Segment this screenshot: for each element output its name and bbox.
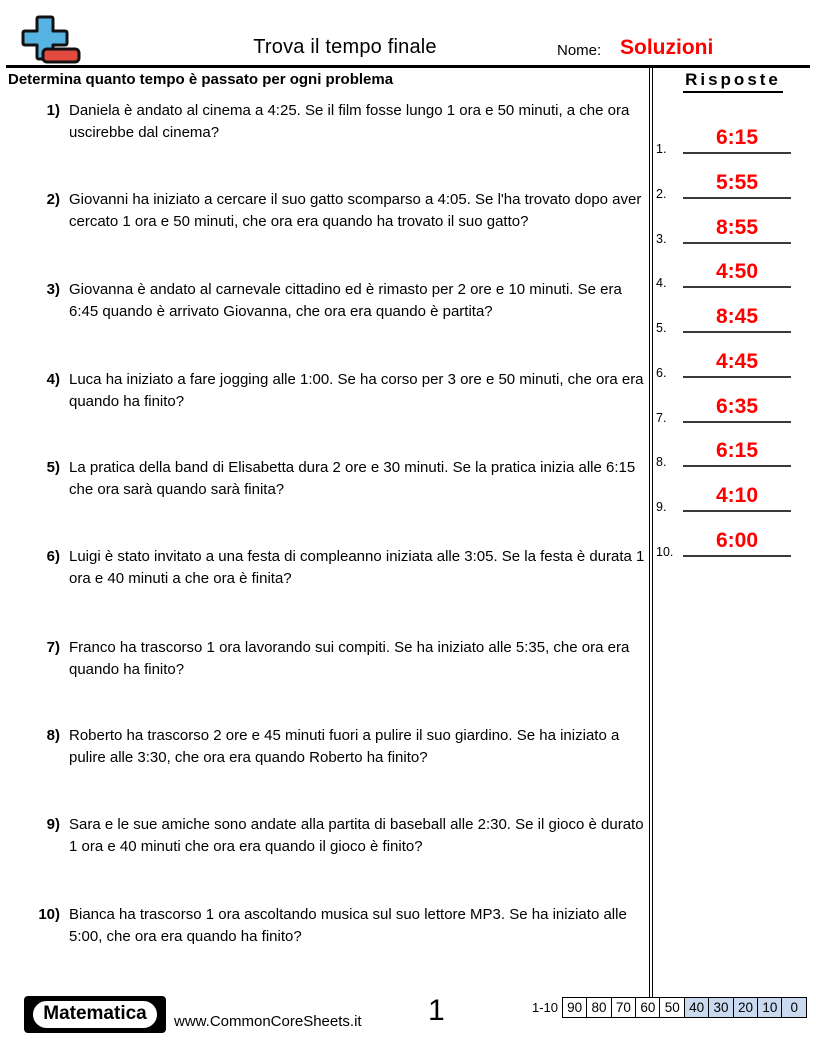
instruction-text: Determina quanto tempo è passato per ogni problema (8, 71, 394, 88)
problem-text: Luca ha iniziato a fare jogging alle 1:00. Se ha corso per 3 ore e 50 minuti, che ora era quando ha finito? (69, 371, 644, 410)
problem-number: 6) (46, 548, 60, 565)
problem-number: 10) (38, 906, 60, 923)
problem-number: 3) (46, 281, 60, 298)
problem-number: 7) (46, 639, 60, 656)
problem-item (28, 369, 646, 413)
plus-minus-logo-icon (20, 14, 82, 66)
website-url: www.CommonCoreSheets.it (174, 1013, 362, 1030)
name-value-solutions: Soluzioni (620, 36, 714, 59)
problem-item (28, 457, 646, 501)
answer-value: 4:10 (683, 483, 791, 512)
problem-item (28, 279, 646, 323)
answer-number: 2. (656, 187, 667, 201)
problem-item (28, 637, 646, 681)
answer-number: 7. (656, 411, 667, 425)
score-cell: 60 (635, 997, 661, 1018)
answer-row (654, 394, 806, 424)
answer-row (654, 438, 806, 468)
answer-row (654, 483, 806, 513)
problem-item (28, 100, 646, 144)
page-title: Trova il tempo finale (253, 36, 437, 58)
problem-text: Roberto ha trascorso 2 ore e 45 minuti fuori a pulire il suo giardino. Se ha iniziato a pulire alle 3:30, che ora era quando Roberto ha finito? (69, 727, 620, 766)
answer-row (654, 349, 806, 379)
answers-heading (660, 70, 806, 93)
problem-number: 8) (46, 727, 60, 744)
problem-text: Sara e le sue amiche sono andate alla partita di baseball alle 2:30. Se il gioco è durato 1 ora e 40 minuti che ora era quando il gioco è finito? (69, 816, 644, 855)
problem-item (28, 725, 646, 769)
answer-row (654, 215, 806, 245)
answer-value: 6:00 (683, 528, 791, 557)
answer-number: 3. (656, 232, 667, 246)
problem-number: 9) (46, 816, 60, 833)
problem-text: La pratica della band di Elisabetta dura 2 ore e 30 minuti. Se la pratica inizia alle 6:15 che ora sarà quando sarà finita? (69, 459, 636, 498)
answer-number: 1. (656, 142, 667, 156)
score-cell: 40 (684, 997, 710, 1018)
brand-badge (24, 996, 166, 1033)
answers-heading-label: Risposte (683, 70, 783, 93)
problem-item (28, 546, 646, 590)
problem-item (28, 189, 646, 233)
problem-item (28, 814, 646, 858)
problem-text: Giovanni ha iniziato a cercare il suo gatto scomparso a 4:05. Se l'ha trovato dopo aver cercato 1 ora e 50 minuti, che ora era quando ha trovato il suo gatto? (69, 191, 642, 230)
brand-label: Matematica (31, 999, 159, 1030)
problem-text: Giovanna è andato al carnevale cittadino ed è rimasto per 2 ore e 10 minuti. Se era 6:45 quando è arrivato Giovanna, che ora era quando è partita? (69, 281, 622, 320)
score-range-label: 1-10 (531, 1000, 558, 1015)
answer-value: 8:55 (683, 215, 791, 244)
problem-item (28, 904, 646, 948)
name-label: Nome: (557, 42, 602, 59)
answer-row (654, 170, 806, 200)
problem-number: 4) (46, 371, 60, 388)
answer-number: 4. (656, 276, 667, 290)
answer-value: 6:35 (683, 394, 791, 423)
problem-number: 1) (46, 102, 60, 119)
answer-row (654, 259, 806, 289)
answer-number: 5. (656, 321, 667, 335)
answer-value: 5:55 (683, 170, 791, 199)
answer-value: 6:15 (683, 438, 791, 467)
answer-number: 10. (656, 545, 674, 559)
answer-number: 6. (656, 366, 667, 380)
score-cell: 80 (586, 997, 612, 1018)
problem-text: Franco ha trascorso 1 ora lavorando sui compiti. Se ha iniziato alle 5:35, che ora era quando ha finito? (69, 639, 630, 678)
score-cell: 10 (757, 997, 783, 1018)
answers-column-divider (649, 68, 653, 997)
problem-number: 5) (46, 459, 60, 476)
score-cell: 20 (733, 997, 759, 1018)
problem-text: Luigi è stato invitato a una festa di compleanno iniziata alle 3:05. Se la festa è durata 1 ora e 40 minuti a che ora è finita? (69, 548, 645, 587)
answer-number: 9. (656, 500, 667, 514)
score-table (563, 997, 807, 1018)
score-cell: 90 (562, 997, 588, 1018)
header-divider (6, 65, 810, 68)
answer-row (654, 125, 806, 155)
answer-value: 4:50 (683, 259, 791, 288)
answer-row (654, 304, 806, 334)
problem-number: 2) (46, 191, 60, 208)
answer-value: 8:45 (683, 304, 791, 333)
problem-text: Daniela è andato al cinema a 4:25. Se il film fosse lungo 1 ora e 50 minuti, a che ora uscirebbe dal cinema? (69, 102, 630, 141)
score-cell: 30 (708, 997, 734, 1018)
score-cell: 50 (659, 997, 685, 1018)
answer-value: 6:15 (683, 125, 791, 154)
answer-value: 4:45 (683, 349, 791, 378)
answer-row (654, 528, 806, 558)
score-cell: 70 (611, 997, 637, 1018)
problem-text: Bianca ha trascorso 1 ora ascoltando musica sul suo lettore MP3. Se ha iniziato alle 5:00, che ora era quando ha finito? (69, 906, 627, 945)
score-cell: 0 (781, 997, 807, 1018)
page-number: 1 (428, 994, 445, 1027)
answer-number: 8. (656, 455, 667, 469)
